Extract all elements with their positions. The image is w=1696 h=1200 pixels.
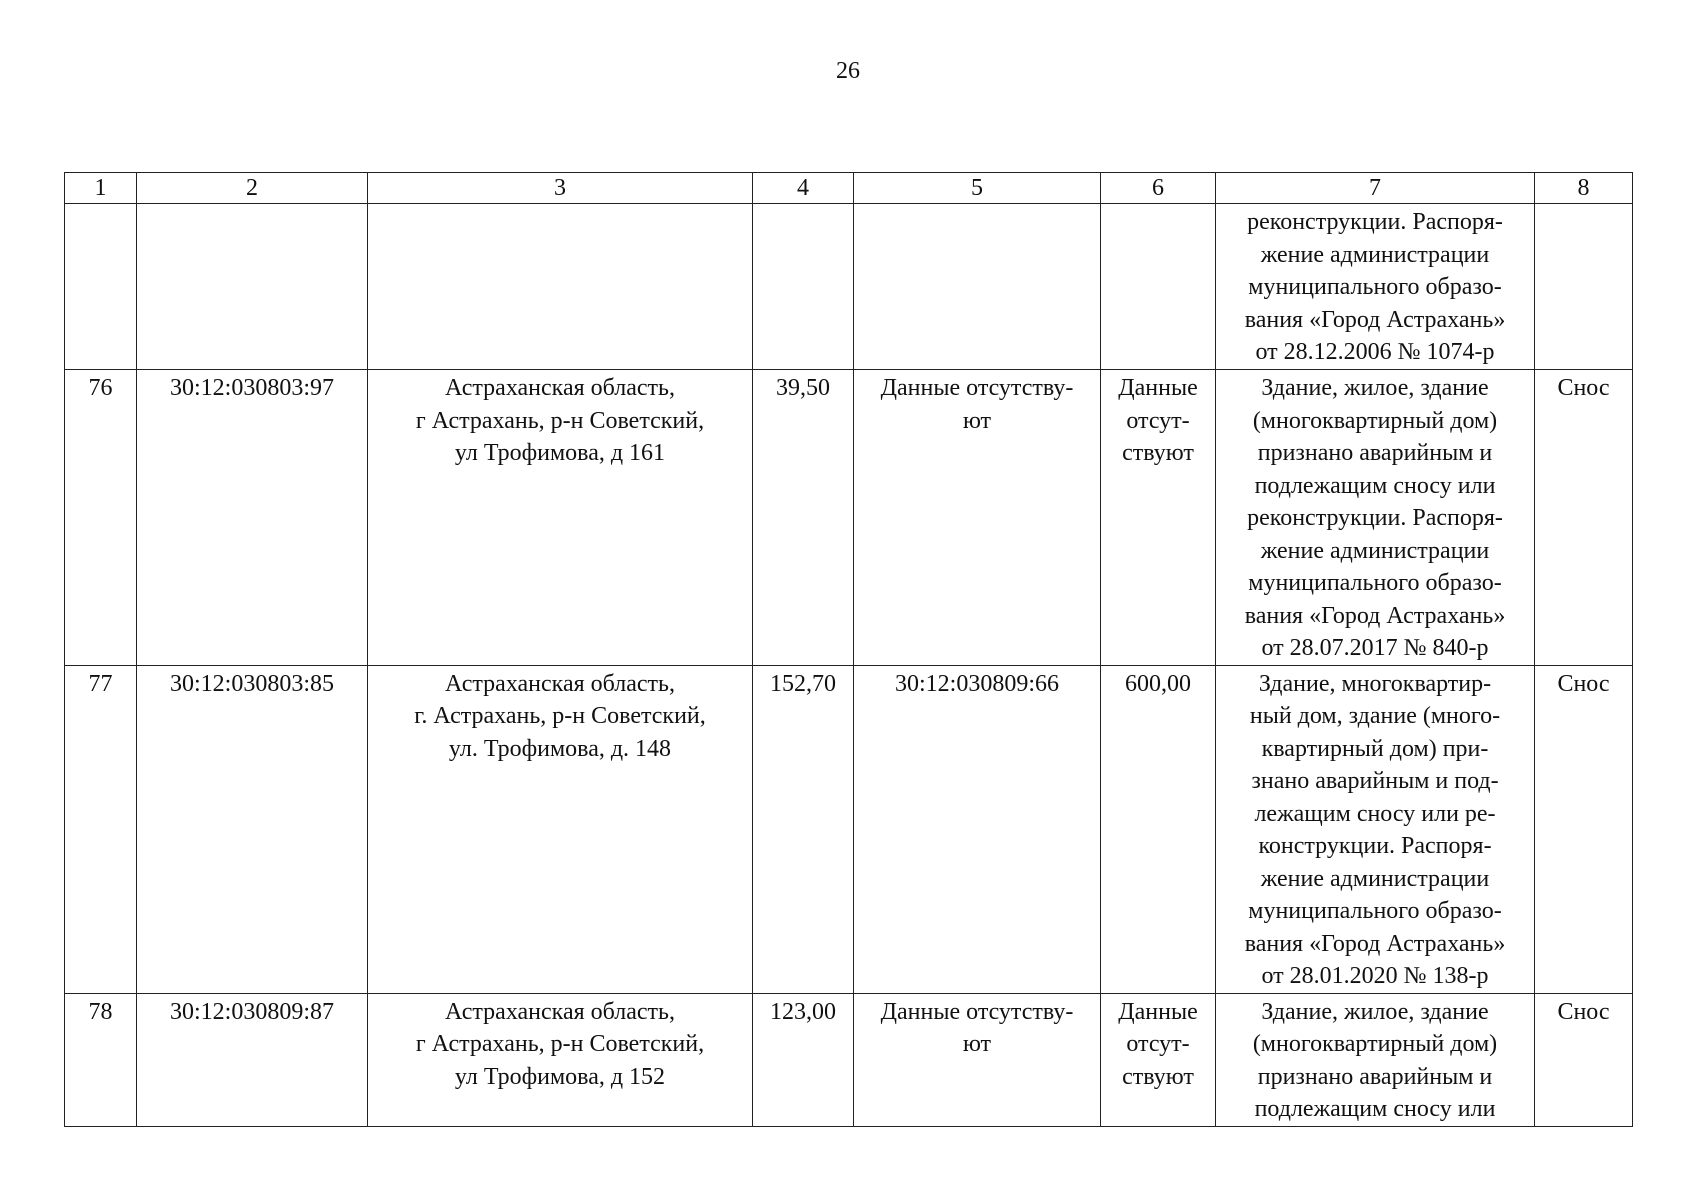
empty-cell bbox=[368, 204, 753, 370]
empty-cell bbox=[753, 204, 854, 370]
empty-cell bbox=[854, 204, 1101, 370]
continuation-row bbox=[65, 204, 1633, 370]
cadastral-number-cell: 30:12:030809:87 bbox=[137, 993, 368, 1126]
land-plot-number-cell: Данные отсутству- ют bbox=[854, 370, 1101, 666]
property-register-table bbox=[64, 172, 1633, 1127]
table-row bbox=[65, 665, 1633, 993]
empty-cell bbox=[65, 204, 137, 370]
column-number: 8 bbox=[1535, 173, 1633, 204]
column-number: 5 bbox=[854, 173, 1101, 204]
action-cell: Снос bbox=[1535, 665, 1633, 993]
cadastral-number-cell: 30:12:030803:85 bbox=[137, 665, 368, 993]
address-cell: Астраханская область, г Астрахань, р-н Советский, ул Трофимова, д 152 bbox=[368, 993, 753, 1126]
column-number: 7 bbox=[1216, 173, 1535, 204]
column-number: 1 bbox=[65, 173, 137, 204]
area-cell: 39,50 bbox=[753, 370, 854, 666]
address-cell: Астраханская область, г. Астрахань, р-н Советский, ул. Трофимова, д. 148 bbox=[368, 665, 753, 993]
address-cell: Астраханская область, г Астрахань, р-н Советский, ул Трофимова, д 161 bbox=[368, 370, 753, 666]
action-cell: Снос bbox=[1535, 370, 1633, 666]
land-plot-area-cell: Данные отсут- ствуют bbox=[1101, 993, 1216, 1126]
row-number-cell: 78 bbox=[65, 993, 137, 1126]
area-cell: 123,00 bbox=[753, 993, 854, 1126]
column-number: 6 bbox=[1101, 173, 1216, 204]
action-cell: Снос bbox=[1535, 993, 1633, 1126]
empty-cell bbox=[1101, 204, 1216, 370]
area-cell: 152,70 bbox=[753, 665, 854, 993]
row-number-cell: 77 bbox=[65, 665, 137, 993]
empty-cell bbox=[137, 204, 368, 370]
land-plot-number-cell: Данные отсутству- ют bbox=[854, 993, 1101, 1126]
legal-basis-cell: реконструкции. Распоря- жение администрации муниципального образо- вания «Город Астрахань» от 28.12.2006 № 1074-р bbox=[1216, 204, 1535, 370]
land-plot-area-cell: 600,00 bbox=[1101, 665, 1216, 993]
land-plot-number-cell: 30:12:030809:66 bbox=[854, 665, 1101, 993]
cadastral-number-cell: 30:12:030803:97 bbox=[137, 370, 368, 666]
column-number: 2 bbox=[137, 173, 368, 204]
column-number: 3 bbox=[368, 173, 753, 204]
table-row bbox=[65, 370, 1633, 666]
column-number: 4 bbox=[753, 173, 854, 204]
empty-cell bbox=[1535, 204, 1633, 370]
legal-basis-cell: Здание, жилое, здание (многоквартирный дом) признано аварийным и подлежащим сносу или bbox=[1216, 993, 1535, 1126]
legal-basis-cell: Здание, многоквартир- ный дом, здание (много- квартирный дом) при- знано аварийным и под- лежащим сносу или ре- конструкции. Распоря- жение администрации муниципального образо- вания «Город Астрахань» от 28.01.2020 № 138-р bbox=[1216, 665, 1535, 993]
page-number: 26 bbox=[836, 58, 860, 84]
table-row bbox=[65, 993, 1633, 1126]
row-number-cell: 76 bbox=[65, 370, 137, 666]
land-plot-area-cell: Данные отсут- ствуют bbox=[1101, 370, 1216, 666]
legal-basis-cell: Здание, жилое, здание (многоквартирный дом) признано аварийным и подлежащим сносу или реконструкции. Распоря- жение администрации муниципального образо- вания «Город Астрахань» от 28.07.2017 № 840-р bbox=[1216, 370, 1535, 666]
column-numbers-row bbox=[65, 173, 1633, 204]
